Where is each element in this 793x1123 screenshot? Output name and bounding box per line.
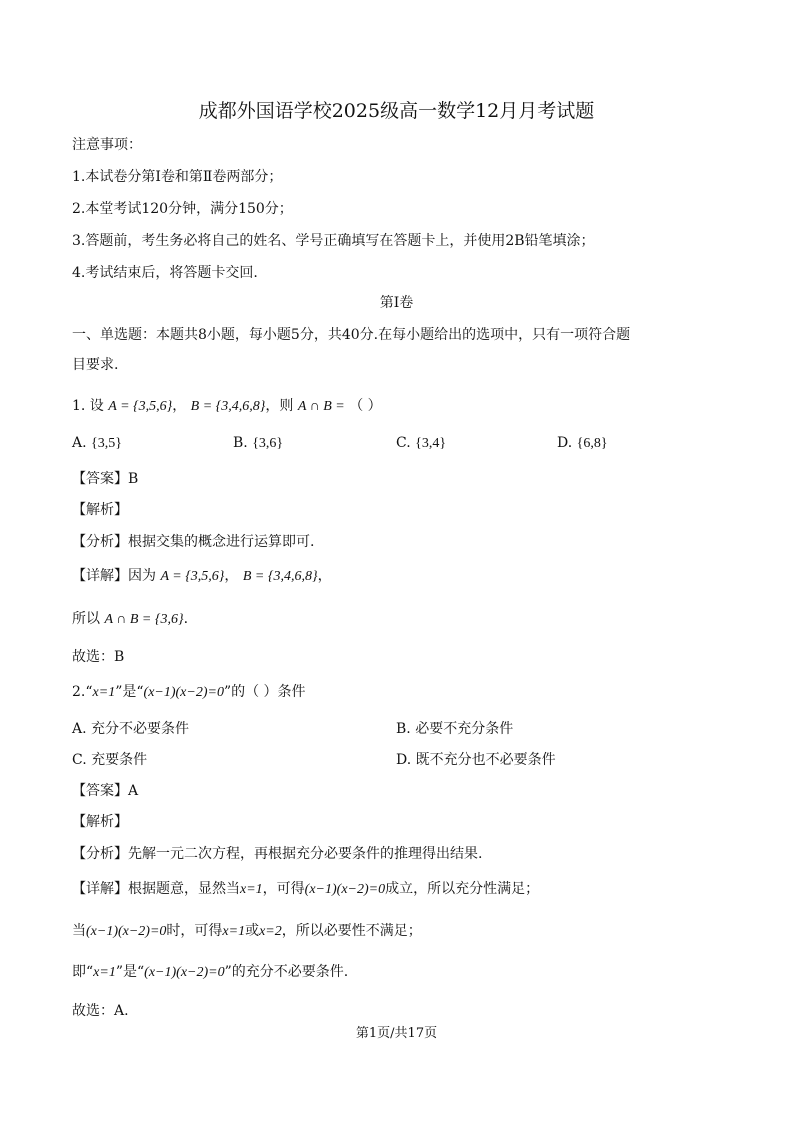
- q1-choose: 故选：B: [72, 649, 125, 665]
- xiangjie-tag: 【详解】: [72, 881, 128, 897]
- answer-value: A: [128, 783, 139, 799]
- math-x1: x=1: [93, 965, 116, 980]
- answer-tag: 【答案】: [72, 471, 128, 487]
- option-value: 充分不必要条件: [91, 721, 190, 737]
- option-label: A.: [72, 435, 87, 451]
- q1-stem: [72, 396, 382, 417]
- stem-end: ”的（ ）条件: [223, 684, 306, 700]
- q2-detail-1: [72, 879, 539, 900]
- q2-option-a: [72, 719, 189, 739]
- notes-heading: 注意事项：: [72, 137, 142, 153]
- option-value: {3,4}: [415, 436, 447, 451]
- detail-text: 根据题意，显然当: [128, 881, 240, 897]
- page-footer: 第1页/共17页: [355, 1026, 438, 1041]
- detail-text: 或: [245, 923, 260, 939]
- note-item-3: 3.答题前，考生务必将自己的姓名、学号正确填写在答题卡上，并使用2B铅笔填涂；: [72, 233, 595, 249]
- q2-option-c: [72, 750, 147, 770]
- option-label: C.: [396, 435, 411, 451]
- q2-number: 2.: [72, 684, 86, 700]
- q2-choose: 故选：A.: [72, 1003, 129, 1019]
- xiangjie-pre: 因为: [128, 568, 156, 584]
- q1-option-d: [557, 433, 608, 454]
- math-x1: x=1: [222, 924, 246, 939]
- detail-text: 时，可得: [166, 923, 223, 939]
- q1-fenxi: [72, 532, 314, 552]
- q2-answer: [72, 781, 138, 801]
- q1-analysis-tag: 【解析】: [72, 502, 128, 518]
- q2-x1: x=1: [92, 685, 116, 700]
- q2-analysis-tag: 【解析】: [72, 814, 128, 830]
- math-equation: (x−1)(x−2)=0: [86, 924, 167, 939]
- detail-text: ”的充分不必要条件.: [224, 964, 349, 980]
- part1-instructions-line1: 一、单选题：本题共8小题，每小题5分，共40分.在每小题给出的选项中，只有一项符合题: [72, 327, 631, 343]
- option-value: {6,8}: [576, 436, 608, 451]
- q2-detail-3: [72, 962, 348, 983]
- option-label: B.: [396, 721, 411, 737]
- detail-text: ，可得: [262, 881, 305, 897]
- math-x1: x=1: [240, 882, 263, 897]
- q1-expression: A ∩ B =: [297, 399, 345, 414]
- q1-number: 1. 设: [72, 398, 104, 414]
- q2-option-b: [396, 719, 513, 739]
- q1-xiangjie: [72, 566, 332, 587]
- result-expression: A ∩ B = {3,6}: [104, 612, 184, 627]
- fenxi-tag: 【分析】: [72, 846, 128, 862]
- xiangjie-tag: 【详解】: [72, 568, 128, 584]
- math-x2: x=2: [259, 924, 282, 939]
- option-label: D.: [557, 435, 573, 451]
- q2-option-d: [396, 750, 556, 770]
- note-item-2: 2.本堂考试120分钟，满分150分；: [72, 201, 293, 217]
- detail-text: 当: [72, 923, 86, 939]
- option-label: C.: [72, 752, 87, 768]
- option-value: 既不充分也不必要条件: [415, 752, 556, 768]
- detail-text: ，所以必要性不满足；: [281, 923, 422, 939]
- fenxi-text: 先解一元二次方程，再根据充分必要条件的推理得出结果.: [128, 846, 483, 862]
- xiangjie-set-b: B = {3,4,6,8}: [242, 569, 318, 584]
- q1-answer: [72, 469, 138, 489]
- q1-option-a: [72, 433, 122, 454]
- q1-then: ，则: [265, 398, 294, 414]
- q1-option-c: [396, 433, 446, 454]
- comma: ，: [317, 568, 332, 584]
- option-label: A.: [72, 721, 87, 737]
- option-label: B.: [233, 435, 248, 451]
- detail-text: ”是“: [115, 964, 145, 980]
- comma: ，: [224, 568, 239, 584]
- option-value: {3,6}: [252, 436, 284, 451]
- section-title: 第Ⅰ卷: [379, 295, 414, 311]
- option-value: 必要不充分条件: [415, 721, 514, 737]
- q1-set-b: B = {3,4,6,8}: [190, 399, 266, 414]
- q2-equation: (x−1)(x−2)=0: [143, 685, 224, 700]
- q2-fenxi: [72, 844, 482, 864]
- fenxi-tag: 【分析】: [72, 534, 128, 550]
- fenxi-text: 根据交集的概念进行运算即可.: [128, 534, 315, 550]
- result-prefix: 所以: [72, 611, 100, 627]
- math-equation: (x−1)(x−2)=0: [144, 965, 225, 980]
- q1-comma: ，: [172, 398, 187, 414]
- q1-set-a: A = {3,5,6}: [108, 399, 173, 414]
- xiangjie-set-a: A = {3,5,6}: [160, 569, 225, 584]
- stem-mid: ”是“: [115, 684, 144, 700]
- part1-instructions-line2: 目要求.: [72, 357, 119, 373]
- quote: “: [85, 684, 93, 700]
- answer-value: B: [128, 471, 139, 487]
- page-title: 成都外国语学校2025级高一数学12月月考试题: [198, 100, 595, 122]
- answer-tag: 【答案】: [72, 783, 128, 799]
- detail-text: 成立，所以充分性满足；: [385, 881, 540, 897]
- note-item-4: 4.考试结束后，将答题卡交回.: [72, 265, 258, 281]
- q2-stem: [72, 682, 306, 703]
- option-value: {3,5}: [91, 436, 122, 451]
- q1-result: [72, 609, 188, 630]
- option-label: D.: [396, 752, 412, 768]
- option-value: 充要条件: [91, 752, 148, 768]
- note-item-1: 1.本试卷分第Ⅰ卷和第Ⅱ卷两部分；: [72, 169, 283, 185]
- result-end: .: [183, 611, 189, 627]
- detail-text: 即“: [72, 964, 94, 980]
- math-equation: (x−1)(x−2)=0: [304, 882, 386, 897]
- q1-option-b: [233, 433, 283, 454]
- q1-paren: （ ）: [349, 398, 382, 414]
- q2-detail-2: [72, 921, 422, 942]
